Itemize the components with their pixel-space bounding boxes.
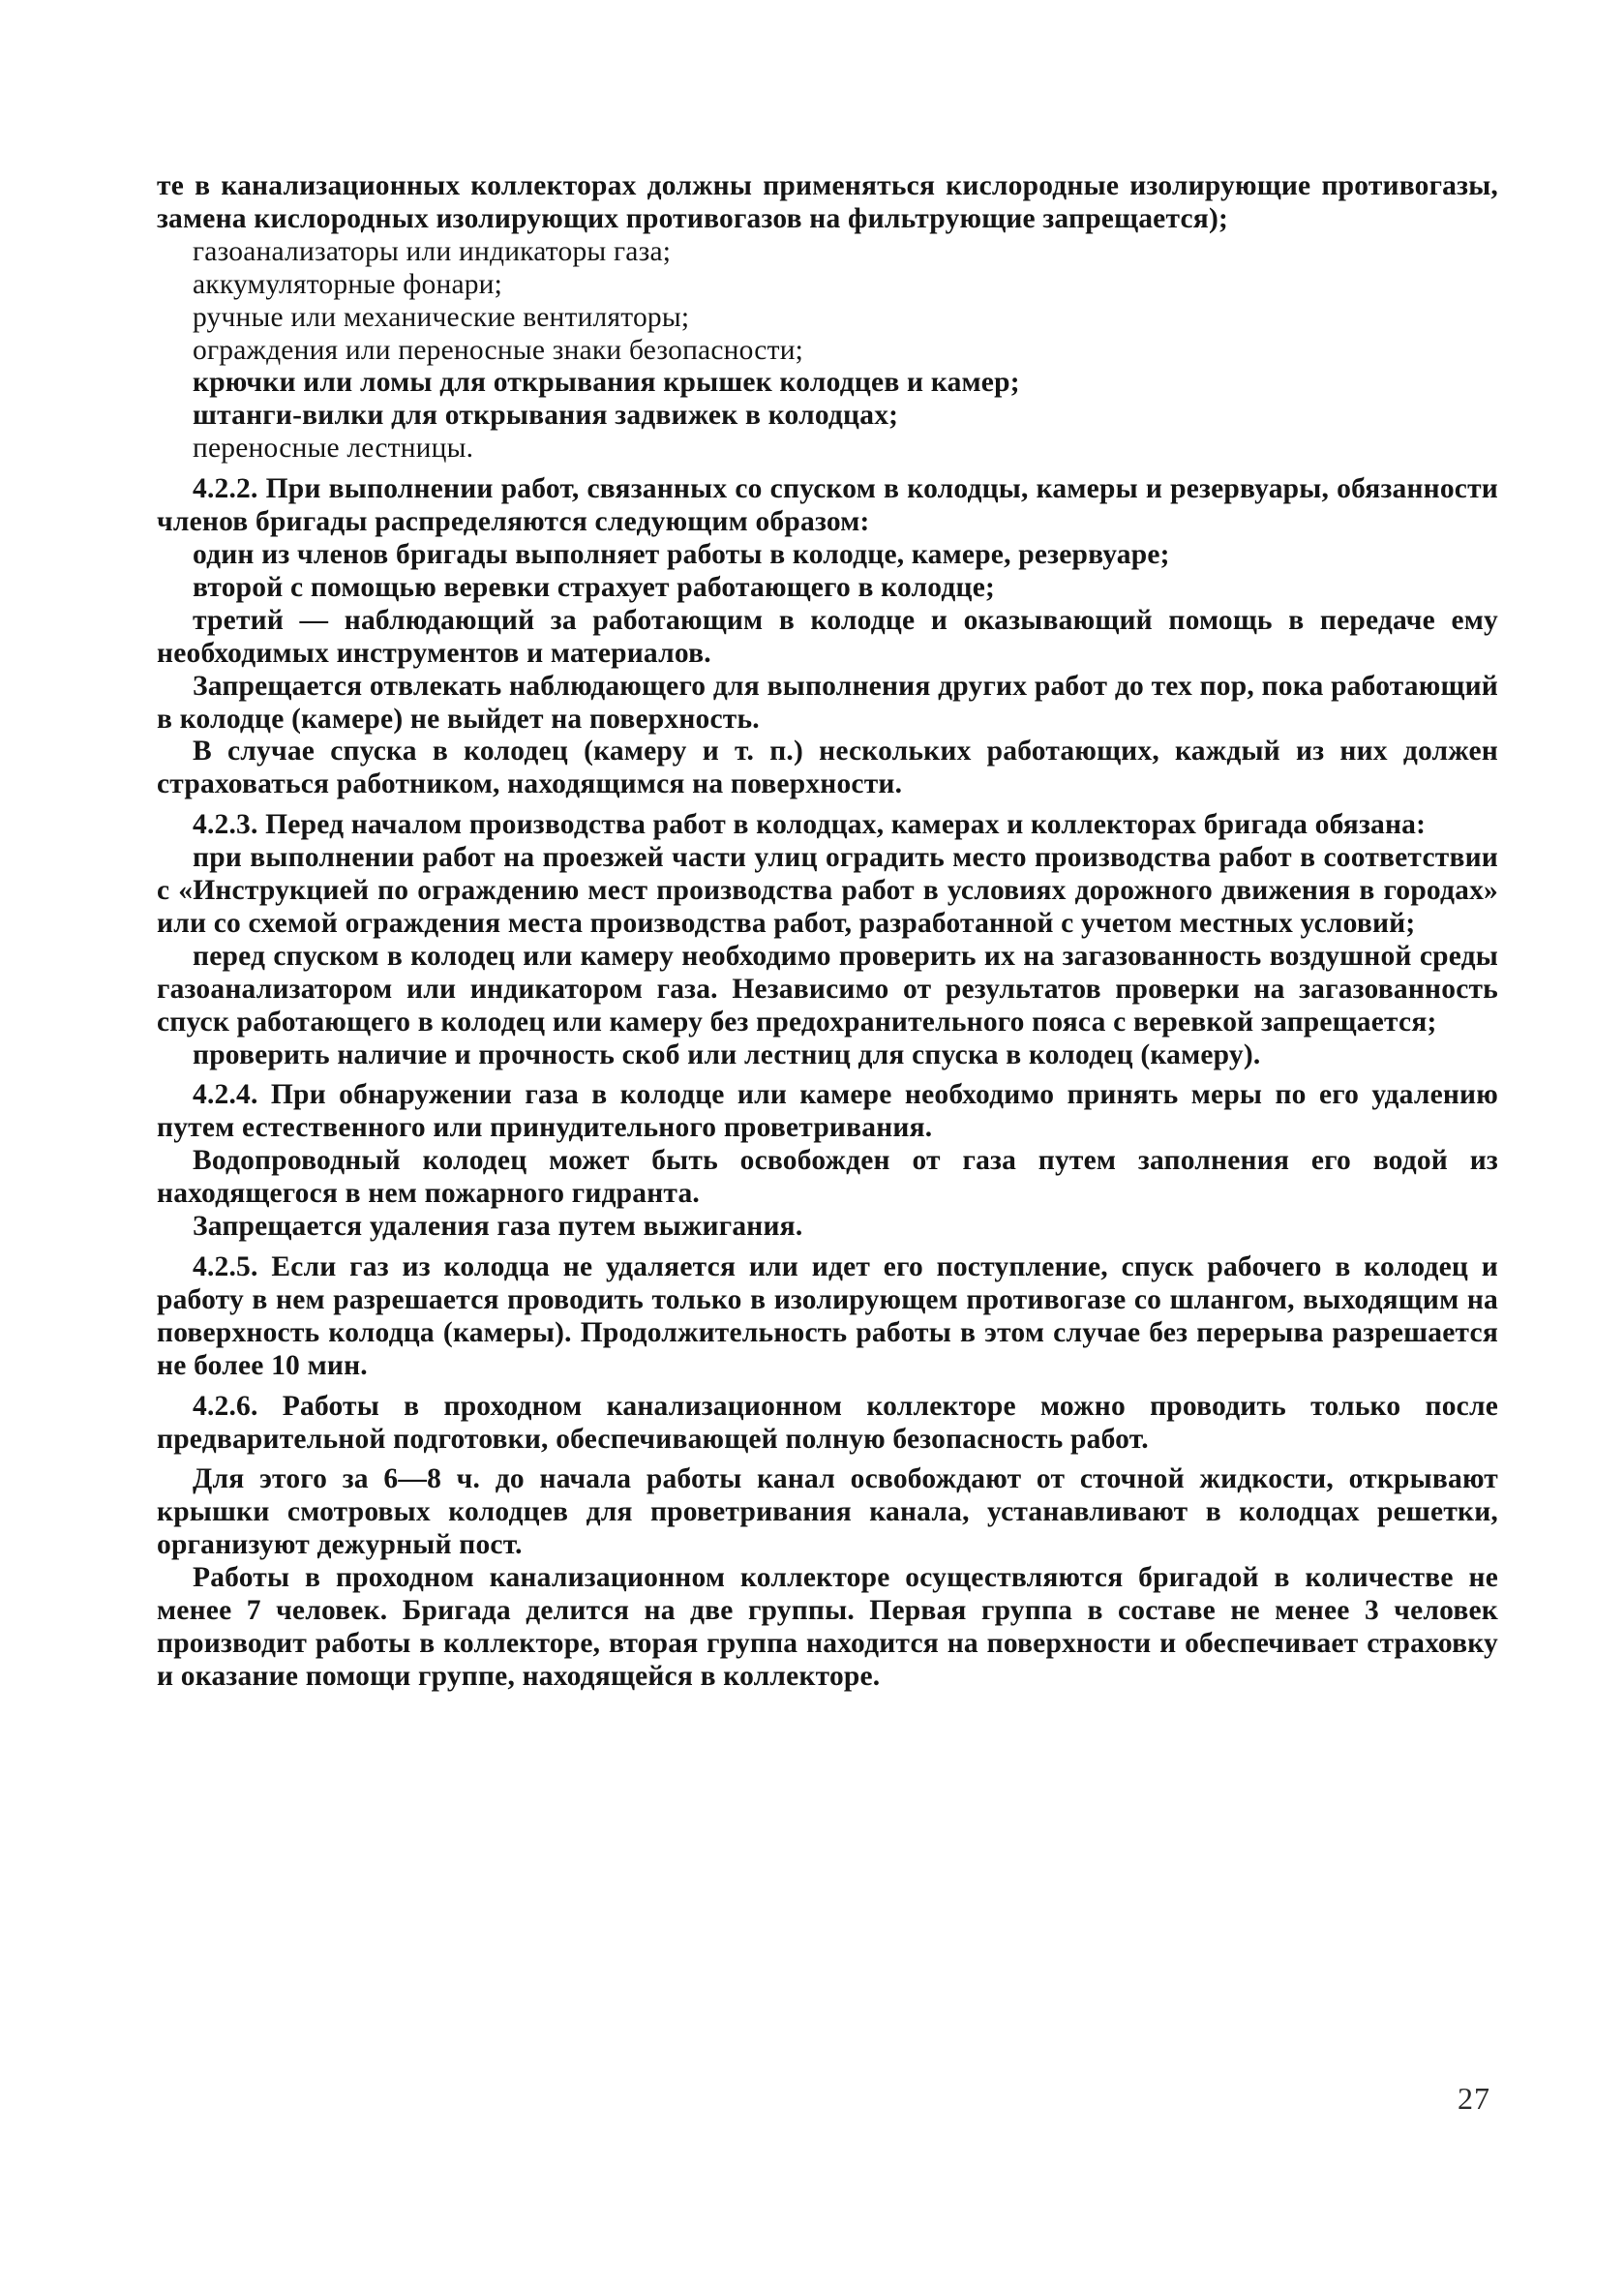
page-number: 27: [1458, 2081, 1490, 2116]
water-well-rule: Водопроводный колодец может быть освобожден от газа путем заполнения его водой из находящегося в нем пожарного гидранта.: [157, 1145, 1498, 1210]
duty-third-member: третий — наблюдающий за работающим в колодце и оказывающий помощь в передаче ему необходимых инструментов и материалов.: [157, 604, 1498, 669]
section-4-2-4: 4.2.4. При обнаружении газа в колодце или камере необходимо принять меры по его удалению путем естественного или принудительного проветривания.: [157, 1079, 1498, 1144]
list-item-ladders: переносные лестницы.: [193, 433, 474, 465]
list-item-flashlights: аккумуляторные фонари;: [193, 268, 503, 300]
list-item-hooks: крючки или ломы для открывания крышек колодцев и камер;: [193, 367, 1020, 399]
burning-prohibition: Запрещается удаления газа путем выжигания.: [193, 1211, 803, 1243]
section-4-2-6: 4.2.6. Работы в проходном канализационном коллекторе можно проводить только после предварительной подготовки, обеспечивающей полную безопасность работ.: [157, 1390, 1498, 1455]
duty-first-member: один из членов бригады выполняет работы в колодце, камере, резервуаре;: [193, 538, 1170, 570]
list-item-fans: ручные или механические вентиляторы;: [193, 301, 690, 333]
list-item-gas-analyzers: газоанализаторы или индикаторы газа;: [193, 235, 672, 267]
preparation-rule: Для этого за 6—8 ч. до начала работы канал освобождают от сточной жидкости, открывают крышки смотровых колодцев для проветривания канала, устанавливают в колодцах решетки, организуют дежурный пост.: [157, 1463, 1498, 1561]
paragraph-continuation: те в канализационных коллекторах должны применяться кислородные изолирующие противогазы, замена кислородных изолирующих противогазов на фильтрующие запрещается);: [157, 170, 1498, 234]
body-text: [157, 170, 1498, 1694]
list-item-fences: ограждения или переносные знаки безопасности;: [193, 334, 804, 366]
ladder-check-requirement: проверить наличие и прочность скоб или лестниц для спуска в колодец (камеру).: [193, 1038, 1261, 1070]
section-4-2-2: 4.2.2. При выполнении работ, связанных со спуском в колодцы, камеры и резервуары, обязанности членов бригады распределяются следующим образом:: [157, 473, 1498, 538]
multiple-workers-rule: В случае спуска в колодец (камеру и т. п.) нескольких работающих, каждый из них должен страховаться работником, находящимся на поверхности.: [157, 736, 1498, 800]
section-4-2-5: 4.2.5. Если газ из колодца не удаляется или идет его поступление, спуск рабочего в колодец и работу в нем разрешается проводить только в изолирующем противогазе со шлангом, выходящим на поверхность колодца (камеры). Продолжительность работы в этом случае без перерыва разрешается не более 10 мин.: [157, 1251, 1498, 1381]
gas-check-requirement: перед спуском в колодец или камеру необходимо проверить их на загазованность воздушной среды газоанализатором или индикатором газа. Независимо от результатов проверки на загазованность спуск работающего в колодец или камеру без предохранительного пояса с веревкой запрещается;: [157, 940, 1498, 1038]
duty-second-member: второй с помощью веревки страхует работающего в колодце;: [193, 571, 996, 603]
fence-requirement: при выполнении работ на проезжей части улиц оградить место производства работ в соответствии с «Инструкцией по ограждению мест производства работ в условиях дорожного движения в городах» или со схемой ограждения места производства работ, разработанной с учетом местных условий;: [157, 842, 1498, 939]
crew-rule: Работы в проходном канализационном коллекторе осуществляются бригадой в количестве не менее 7 человек. Бригада делится на две группы. Первая группа в составе не менее 3 человек производит работы в коллекторе, вторая группа находится на поверхности и обеспечивает страховку и оказание помощи группе, находящейся в коллекторе.: [157, 1562, 1498, 1692]
section-4-2-3: 4.2.3. Перед началом производства работ в колодцах, камерах и коллекторах бригада обязана:: [193, 809, 1427, 841]
list-item-rods: штанги-вилки для открывания задвижек в колодцах;: [193, 400, 899, 432]
observer-rule: Запрещается отвлекать наблюдающего для выполнения других работ до тех пор, пока работающий в колодце (камере) не выйдет на поверхность.: [157, 670, 1498, 735]
